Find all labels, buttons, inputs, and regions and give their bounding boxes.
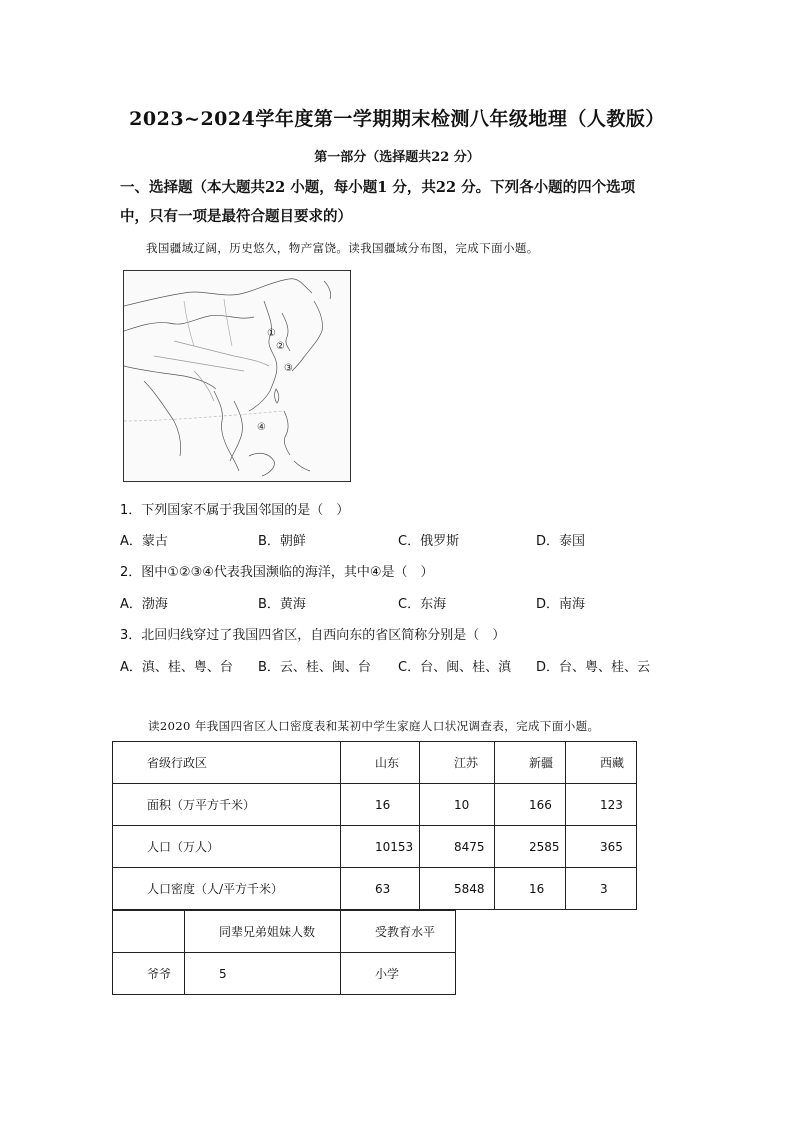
table-row <box>113 953 456 995</box>
question-3: 3．北回归线穿过了我国四省区，自西向东的省区简称分别是（ ） <box>120 628 506 643</box>
header-cell: 新疆 <box>495 742 566 784</box>
page-title: 2023~2024学年度第一学期期末检测八年级地理（人教版） <box>129 108 665 130</box>
header-cell: 受教育水平 <box>341 911 456 953</box>
intro-map: 我国疆域辽阔，历史悠久，物产富饶。读我国疆域分布图，完成下面小题。 <box>146 241 539 255</box>
intro-table: 读2020 年我国四省区人口密度表和某初中学生家庭人口状况调查表，完成下面小题。 <box>148 719 600 733</box>
table-cell: 5 <box>185 953 341 995</box>
table-row <box>113 868 637 910</box>
table-cell: 8475 <box>420 826 495 868</box>
section-heading <box>120 173 680 231</box>
header-cell: 山东 <box>341 742 420 784</box>
marker-1: ① <box>267 328 276 339</box>
marker-2: ② <box>276 341 285 352</box>
header-cell: 省级行政区 <box>113 742 341 784</box>
question-1: 1．下列国家不属于我国邻国的是（ ） <box>120 503 350 518</box>
section-heading-line1: 一、选择题（本大题共22 小题，每小题1 分，共22 分。下列各小题的四个选项 <box>120 179 636 196</box>
population-density-table <box>112 741 637 910</box>
table-header-row <box>113 742 637 784</box>
q1-option-a: A．蒙古 <box>120 534 168 549</box>
table-cell: 16 <box>495 868 566 910</box>
q2-option-b: B．黄海 <box>258 597 306 612</box>
q2-option-a: A．渤海 <box>120 597 168 612</box>
q2-option-d: D．南海 <box>536 597 586 612</box>
q3-option-a: A．滇、桂、粤、台 <box>120 660 233 675</box>
q3-option-d: D．台、粤、桂、云 <box>536 660 651 675</box>
row-label: 爷爷 <box>113 953 185 995</box>
table-cell: 小学 <box>341 953 456 995</box>
table-cell: 63 <box>341 868 420 910</box>
row-label: 人口（万人） <box>113 826 341 868</box>
table-cell: 2585 <box>495 826 566 868</box>
q1-option-d: D．泰国 <box>536 534 586 549</box>
table-cell: 10153 <box>341 826 420 868</box>
header-cell: 西藏 <box>566 742 637 784</box>
row-label: 人口密度（人/平方千米） <box>113 868 341 910</box>
table-cell: 166 <box>495 784 566 826</box>
table-cell: 3 <box>566 868 637 910</box>
q1-option-c: C．俄罗斯 <box>398 534 460 549</box>
family-survey-table <box>112 910 456 995</box>
table-cell: 123 <box>566 784 637 826</box>
row-label: 面积（万平方千米） <box>113 784 341 826</box>
section-heading-line2: 中，只有一项是最符合题目要求的） <box>120 208 352 225</box>
q3-option-b: B．云、桂、闽、台 <box>258 660 371 675</box>
table-cell: 16 <box>341 784 420 826</box>
marker-3: ③ <box>284 363 293 374</box>
marker-4: ④ <box>257 422 266 433</box>
q3-option-c: C．台、闽、桂、滇 <box>398 660 512 675</box>
table-row <box>113 826 637 868</box>
table-cell: 10 <box>420 784 495 826</box>
part-subtitle: 第一部分（选择题共22 分） <box>314 150 480 165</box>
q1-option-b: B．朝鲜 <box>258 534 306 549</box>
header-cell <box>113 911 185 953</box>
q2-option-c: C．东海 <box>398 597 447 612</box>
china-territory-map <box>123 270 351 482</box>
table-cell: 5848 <box>420 868 495 910</box>
table-cell: 365 <box>566 826 637 868</box>
table-header-row <box>113 911 456 953</box>
table-row <box>113 784 637 826</box>
header-cell: 江苏 <box>420 742 495 784</box>
header-cell: 同辈兄弟姐妹人数 <box>185 911 341 953</box>
question-2: 2．图中①②③④代表我国濒临的海洋，其中④是（ ） <box>120 565 434 580</box>
map-drawing <box>124 271 350 481</box>
